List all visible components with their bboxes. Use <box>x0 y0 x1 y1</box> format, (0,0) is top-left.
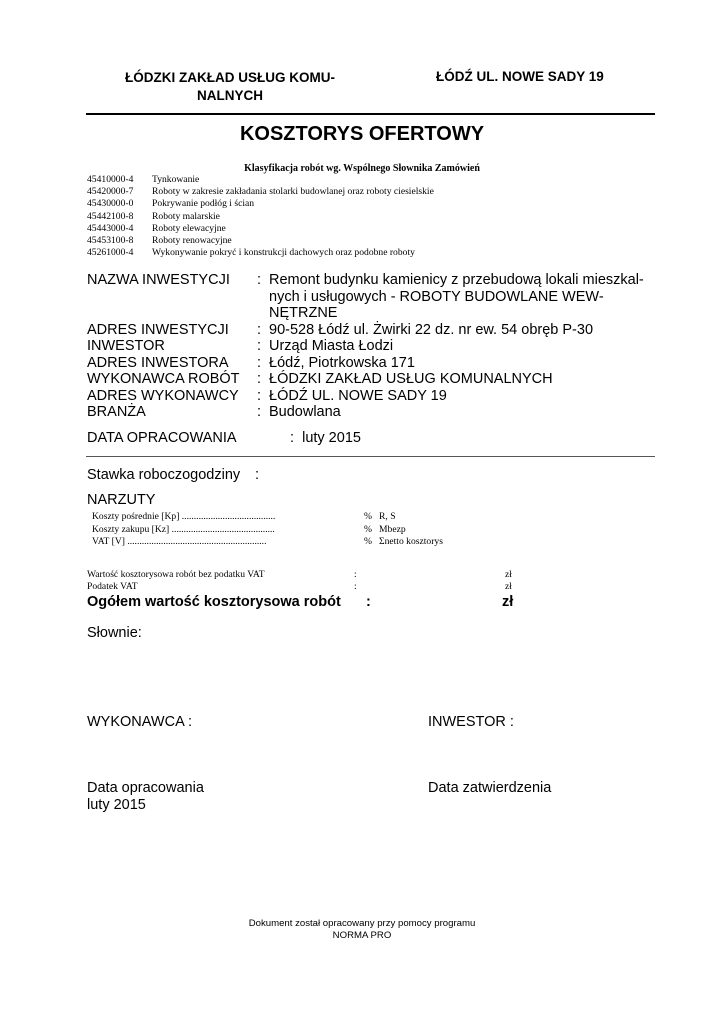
info-value-line: Remont budynku kamienicy z przebudową lokali mieszkal- <box>269 272 644 288</box>
cpv-name: Roboty elewacyjne <box>152 222 226 234</box>
investment-info <box>87 272 664 421</box>
info-label: NAZWA INWESTYCJI <box>87 272 230 288</box>
narzuty-label: Koszty pośrednie [Kp] ....................................... <box>92 511 276 522</box>
info-label: ADRES INWESTORA <box>87 354 229 371</box>
narzuty-basis: Σnetto kosztorys <box>379 536 443 547</box>
info-row-branza <box>87 404 664 421</box>
company-address: ŁÓDŹ UL. NOWE SADY 19 <box>436 69 604 84</box>
cpv-name: Pokrywanie podłóg i ścian <box>152 198 255 210</box>
total-label: Ogółem wartość kosztorysowa robót <box>87 594 341 610</box>
classification-item <box>87 198 434 210</box>
cpv-name: Roboty w zakresie zakładania stolarki budowlanej oraz roboty ciesielskie <box>152 186 434 198</box>
info-row-wykonawca <box>87 371 664 388</box>
cpv-name: Roboty renowacyjne <box>152 235 232 247</box>
info-row-adres-inwestora <box>87 355 664 372</box>
data-opracowania-label: DATA OPRACOWANIA <box>87 430 237 446</box>
stawka-separator: : <box>255 467 260 483</box>
classification-title: Klasyfikacja robót wg. Wspólnego Słownika Zamówień <box>244 163 480 174</box>
classification-item <box>87 211 434 223</box>
total-unit: zł <box>502 594 514 610</box>
info-value: Urząd Miasta Łodzi <box>269 338 394 354</box>
data-zatwierdzenia-label: Data zatwierdzenia <box>428 780 552 796</box>
cpv-name: Roboty malarskie <box>152 210 220 222</box>
data-opracowania-sig-label: Data opracowania <box>87 780 204 796</box>
narzuty-row <box>92 511 396 524</box>
classification-item <box>87 186 434 198</box>
classification-list <box>87 174 434 259</box>
classification-item <box>87 247 434 259</box>
data-opracowania-sig-value: luty 2015 <box>87 797 146 813</box>
inwestor-signature-label: INWESTOR : <box>428 714 514 730</box>
classification-item <box>87 174 434 186</box>
narzuty-percent: % <box>364 511 372 522</box>
cpv-name: Wykonywanie pokryć i konstrukcji dachowych oraz podobne roboty <box>152 247 415 259</box>
wartosc-label: Podatek VAT <box>87 581 138 592</box>
wartosc-unit: zł <box>505 581 512 592</box>
company-name <box>85 69 375 105</box>
wykonawca-signature-label: WYKONAWCA : <box>87 714 192 730</box>
narzuty-title: NARZUTY <box>87 492 156 508</box>
cpv-code: 45410000-4 <box>87 174 134 185</box>
info-row-adres-inwestycji <box>87 322 664 339</box>
narzuty-row <box>92 523 406 537</box>
info-separator: : <box>257 338 262 354</box>
info-label: ADRES WYKONAWCY <box>87 387 239 404</box>
info-value: ŁÓDŹ UL. NOWE SADY 19 <box>269 387 447 404</box>
cpv-code: 45430000-0 <box>87 198 134 210</box>
cpv-code: 45443000-4 <box>87 222 134 234</box>
wartosc-list <box>87 569 517 593</box>
info-label: ADRES INWESTYCJI <box>87 321 229 338</box>
info-separator: : <box>257 387 262 404</box>
slownie-label: Słownie: <box>87 625 142 641</box>
data-opracowania-row <box>87 430 361 446</box>
wartosc-separator: : <box>354 581 357 592</box>
info-separator: : <box>257 404 262 420</box>
narzuty-list <box>92 511 443 549</box>
data-opracowania-separator: : <box>290 430 295 446</box>
narzuty-percent: % <box>364 536 372 547</box>
info-row-inwestor <box>87 338 664 355</box>
wartosc-row <box>87 581 517 593</box>
info-separator: : <box>257 321 262 338</box>
cpv-name: Tynkowanie <box>152 174 200 185</box>
info-value <box>269 272 664 322</box>
footer-line2: NORMA PRO <box>332 929 392 941</box>
wartosc-label: Wartość kosztorysowa robót bez podatku VAT <box>87 569 265 580</box>
classification-item <box>87 223 434 235</box>
wartosc-row <box>87 569 517 581</box>
company-name-line2: NALNYCH <box>197 88 263 103</box>
footer-line1: Dokument został opracowany przy pomocy programu <box>248 918 476 929</box>
info-value-line: NĘTRZNE <box>269 305 338 321</box>
stawka-row <box>87 467 260 483</box>
header-divider <box>86 113 655 115</box>
section-divider <box>86 456 655 457</box>
info-label: WYKONAWCA ROBÓT <box>87 371 240 387</box>
stawka-label: Stawka roboczogodziny <box>87 467 241 483</box>
document-title: KOSZTORYS OFERTOWY <box>239 123 485 145</box>
narzuty-basis: R, S <box>379 511 396 522</box>
info-value: Łódź, Piotrkowska 171 <box>269 354 415 371</box>
cpv-code: 45420000-7 <box>87 186 134 198</box>
narzuty-basis: Mbezp <box>379 523 406 535</box>
info-value-line: nych i usługowych - ROBOTY BUDOWLANE WEW- <box>269 288 604 305</box>
cpv-code: 45442100-8 <box>87 210 134 222</box>
wartosc-separator: : <box>354 569 357 580</box>
info-label: INWESTOR <box>87 338 165 354</box>
data-opracowania-block <box>87 780 204 814</box>
info-row-nazwa <box>87 272 664 322</box>
footer-note <box>0 918 724 941</box>
info-value: Budowlana <box>269 404 341 420</box>
info-label: BRANŻA <box>87 404 146 420</box>
wartosc-unit: zł <box>505 569 512 580</box>
cpv-code: 45261000-4 <box>87 247 134 259</box>
cpv-code: 45453100-8 <box>87 235 134 247</box>
narzuty-label: Koszty zakupu [Kz] ........................................... <box>92 523 275 535</box>
data-opracowania-value: luty 2015 <box>302 430 361 446</box>
total-row <box>87 594 517 610</box>
narzuty-label: VAT [V] .......................................................... <box>92 536 267 547</box>
classification-item <box>87 235 434 247</box>
info-value: ŁÓDZKI ZAKŁAD USŁUG KOMUNALNYCH <box>269 371 553 387</box>
info-row-adres-wykonawcy <box>87 388 664 405</box>
narzuty-row <box>92 536 443 549</box>
company-name-line1: ŁÓDZKI ZAKŁAD USŁUG KOMU- <box>125 70 335 85</box>
info-separator: : <box>257 354 262 371</box>
info-separator: : <box>257 272 262 288</box>
narzuty-percent: % <box>364 523 372 535</box>
total-separator: : <box>366 594 371 610</box>
info-separator: : <box>257 371 262 387</box>
info-value: 90-528 Łódź ul. Żwirki 22 dz. nr ew. 54 obręb P-30 <box>269 321 594 338</box>
